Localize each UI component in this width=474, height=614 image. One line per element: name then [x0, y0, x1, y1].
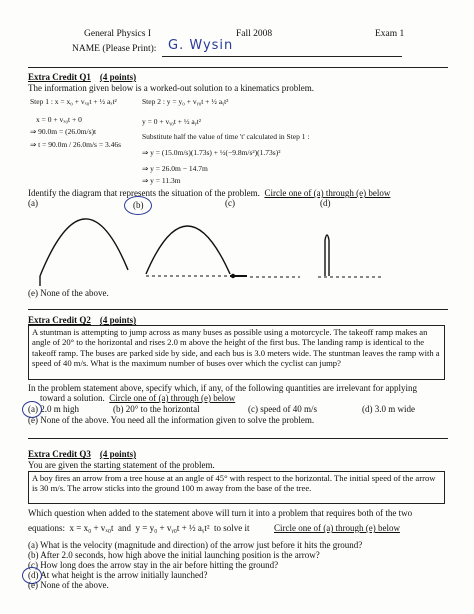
term: Fall 2008: [236, 29, 273, 39]
q1-step2-line1: Step 2 : y = y₀ + vᵧ₀t + ½ aᵧt²: [142, 97, 229, 106]
q2-question-line1: In the problem statement above, specify which, if any, of the following quantities are irrelevant for applying: [28, 383, 418, 393]
q1-option-e[interactable]: (e) None of the above.: [28, 288, 109, 298]
q1-step2-line3: Substitute half the value of time 't' calculated in Step 1 :: [142, 132, 310, 141]
diagram-d-top: [325, 235, 329, 240]
q2-points: (4 points): [99, 315, 137, 325]
q1-step2-line2: y = 0 + vᵧ₀t + ½ aᵧt²: [142, 117, 202, 126]
q2-instruction: Circle one of (a) through (e) below: [109, 393, 236, 403]
q2-option-d[interactable]: (d) 3.0 m wide: [362, 404, 415, 414]
q3-equations-row: [28, 523, 250, 533]
q3-points: (4 points): [99, 449, 137, 459]
q3-title: Extra Credit Q3: [28, 449, 91, 459]
diagram-a-trajectory: [40, 219, 128, 276]
q3-eq-and: and: [118, 523, 132, 533]
q2-option-b[interactable]: (b) 20° to the horizontal: [113, 404, 200, 414]
q3-eq2: y = y₀ + vᵧ₀t + ½ aᵧt²: [135, 523, 210, 533]
q2-problem-box: A stuntman is attempting to jump across as many buses as possible using a motorcycle. The takeoff ramp makes an angle of 20° to the horizontal and rises 2.0 m above the height of the first bus. The landing ramp is identical to the takeoff ramp. The buses are parked side by side, and each bus is 3.0 meters wide. The stuntman leaves the ramp with a speed of 40 m/s. What is the maximum number of buses over which the cyclist can jump?: [28, 325, 445, 380]
course-title: General Physics I: [84, 29, 152, 39]
q1-step2-line5: ⇒ y = 26.0m − 14.7m: [142, 164, 208, 173]
q1-step2-line6: ⇒ y = 11.3m: [142, 176, 181, 185]
q1-title: Extra Credit Q1: [28, 72, 91, 82]
q1-step1-line1: Step 1 : x = x₀ + vₓ₀t + ½ aₓt²: [30, 97, 117, 106]
q1-option-c[interactable]: (c): [225, 198, 235, 208]
q3-eq-tail: to solve it: [214, 523, 250, 533]
q1-step1-line2: x = 0 + vₓ₀t + 0: [36, 115, 82, 124]
student-name: G. Wysin: [168, 38, 234, 53]
q2-option-a[interactable]: (a) 2.0 m high: [28, 404, 79, 414]
q2-title: Extra Credit Q2: [28, 315, 91, 325]
diagram-c-dot: [231, 274, 235, 278]
q3-option-e[interactable]: (e) None of the above.: [28, 580, 109, 590]
q1-points: (4 points): [99, 72, 137, 82]
q2-option-e[interactable]: (e) None of the above. You need all the information given to solve the problem.: [28, 415, 315, 425]
q3-option-a[interactable]: (a) What is the velocity (magnitude and direction) of the arrow just before it hits the ground?: [28, 540, 363, 550]
q2-question-line2: toward a solution.: [40, 393, 105, 403]
q1-step2-line4: ⇒ y = (15.0m/s)(1.73s) + ½(−9.8m/s²)(1.73s)²: [142, 148, 281, 157]
q2-question-row2: [40, 393, 235, 403]
q1-option-a[interactable]: (a): [28, 198, 38, 208]
name-label: NAME (Please Print):: [72, 44, 157, 54]
q3-equations-lead: equations:: [28, 523, 65, 533]
q3-intro: You are given the starting statement of the problem.: [28, 460, 215, 470]
q3-option-c[interactable]: (c) How long does the arrow stay in the air before hitting the ground?: [28, 560, 279, 570]
q1-question: Identify the diagram that represents the situation of the problem.: [28, 188, 260, 198]
q1-option-b[interactable]: (b): [133, 200, 144, 210]
exam-label: Exam 1: [375, 29, 405, 39]
diagram-b-trajectory: [146, 226, 230, 274]
q1-step1-line3: ⇒ 90.0m = (26.0m/s)t: [30, 127, 97, 136]
q3-instruction: Circle one of (a) through (e) below: [274, 523, 400, 533]
separator-q2: [28, 438, 448, 439]
q3-option-b[interactable]: (b) After 2.0 seconds, how high above the initial launching position is the arrow?: [28, 550, 320, 560]
separator-q1: [28, 309, 448, 310]
q1-intro: The information given below is a worked-out solution to a kinematics problem.: [28, 83, 314, 93]
q3-problem-box: A boy fires an arrow from a tree house at an angle of 45° with respect to the horizontal. The initial speed of the arrow is 30 m/s. The arrow sticks into the ground 100 m away from the base of the tree.: [28, 471, 445, 504]
q2-option-c[interactable]: (c) speed of 40 m/s: [248, 404, 317, 414]
q3-question-line1: Which question when added to the statement above will turn it into a problem that requires both of the two: [28, 508, 413, 518]
q3-option-d[interactable]: (d) At what height is the arrow initially launched?: [28, 570, 208, 580]
q3-title-row: [28, 449, 136, 459]
q1-instruction: Circle one of (a) through (e) below: [264, 188, 391, 198]
q1-option-d[interactable]: (d): [320, 198, 331, 208]
q3-eq1: x = x₀ + vₓ₀t: [69, 523, 114, 533]
q1-step1-line4: ⇒ t = 90.0m / 26.0m/s = 3.46s: [30, 140, 121, 149]
q2-title-row: [28, 315, 136, 325]
